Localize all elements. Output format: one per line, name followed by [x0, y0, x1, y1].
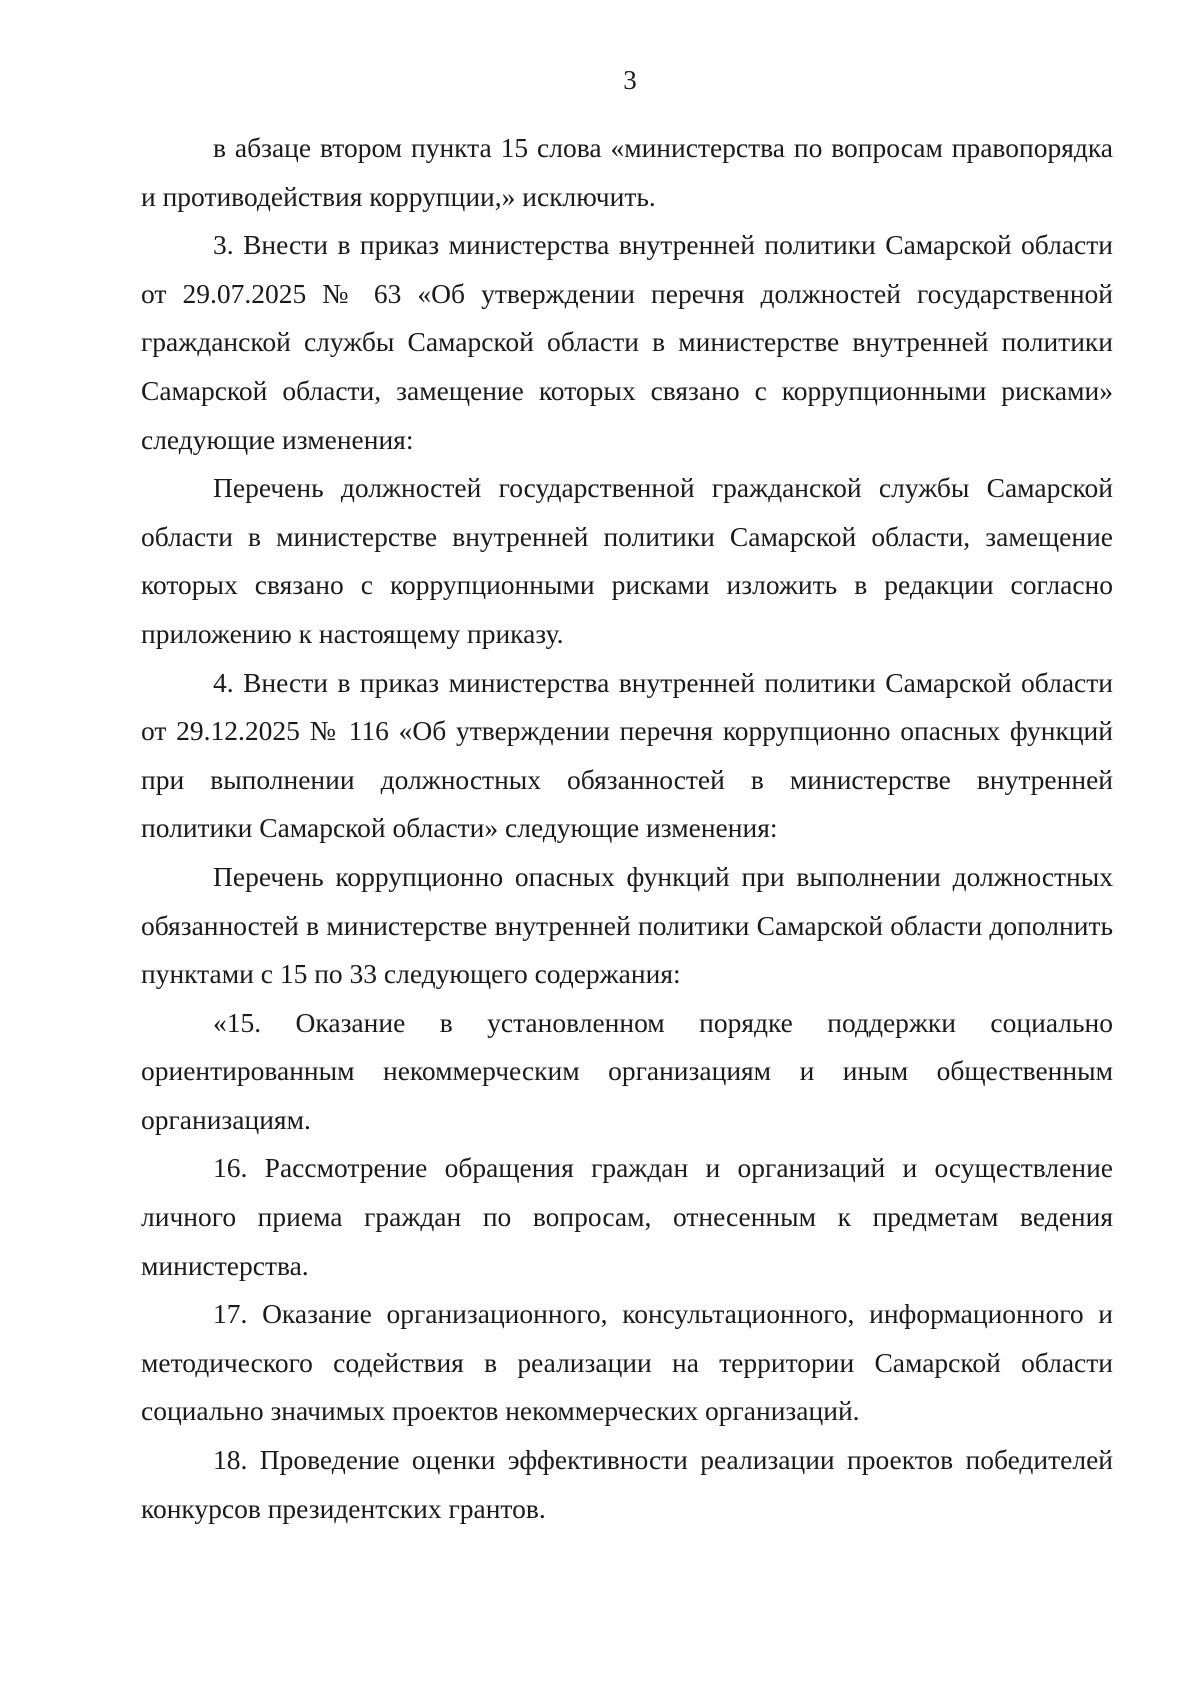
paragraph-abzac-15: в абзаце втором пункта 15 слова «министерства по вопросам правопорядка и противодействия коррупции,» исключить.	[141, 132, 1113, 212]
paragraph-point-17: 17. Оказание организационного, консультационного, информационного и методического содействия в реализации на территории Самарской области социально значимых проектов некоммерческих организаций.	[141, 1298, 1113, 1427]
paragraph-point-16: 16. Рассмотрение обращения граждан и организаций и осуществление личного приема граждан по вопросам, отнесенным к предметам ведения министерства.	[141, 1152, 1113, 1281]
document-body	[141, 124, 1113, 1533]
paragraph-item-3: 3. Внести в приказ министерства внутренней политики Самарской области от 29.07.2025 № 63 «Об утверждении перечня должностей государственной гражданской службы Самарской области в министерстве внутренней политики Самарской области, замещение которых связано с коррупционными рисками» следующие изменения:	[141, 229, 1113, 455]
paragraph-item-4: 4. Внести в приказ министерства внутренней политики Самарской области от 29.12.2025 № 116 «Об утверждении перечня коррупционно опасных функций при выполнении должностных обязанностей в министерстве внутренней политики Самарской области» следующие изменения:	[141, 666, 1113, 844]
paragraph-point-15: «15. Оказание в установленном порядке поддержки социально ориентированным некоммерческим организациям и иным общественным организациям.	[141, 1006, 1113, 1135]
paragraph-perechen-dolzhnostey: Перечень должностей государственной гражданской службы Самарской области в министерстве внутренней политики Самарской области, замещение которых связано с коррупционными рисками изложить в редакции согласно приложению к настоящему приказу.	[141, 472, 1113, 649]
paragraph-point-18: 18. Проведение оценки эффективности реализации проектов победителей конкурсов президентских грантов.	[141, 1444, 1113, 1524]
paragraph-perechen-funkciy: Перечень коррупционно опасных функций при выполнении должностных обязанностей в министерстве внутренней политики Самарской области дополнить пунктами с 15 по 33 следующего содержания:	[141, 860, 1113, 990]
page-number: 3	[623, 65, 637, 95]
